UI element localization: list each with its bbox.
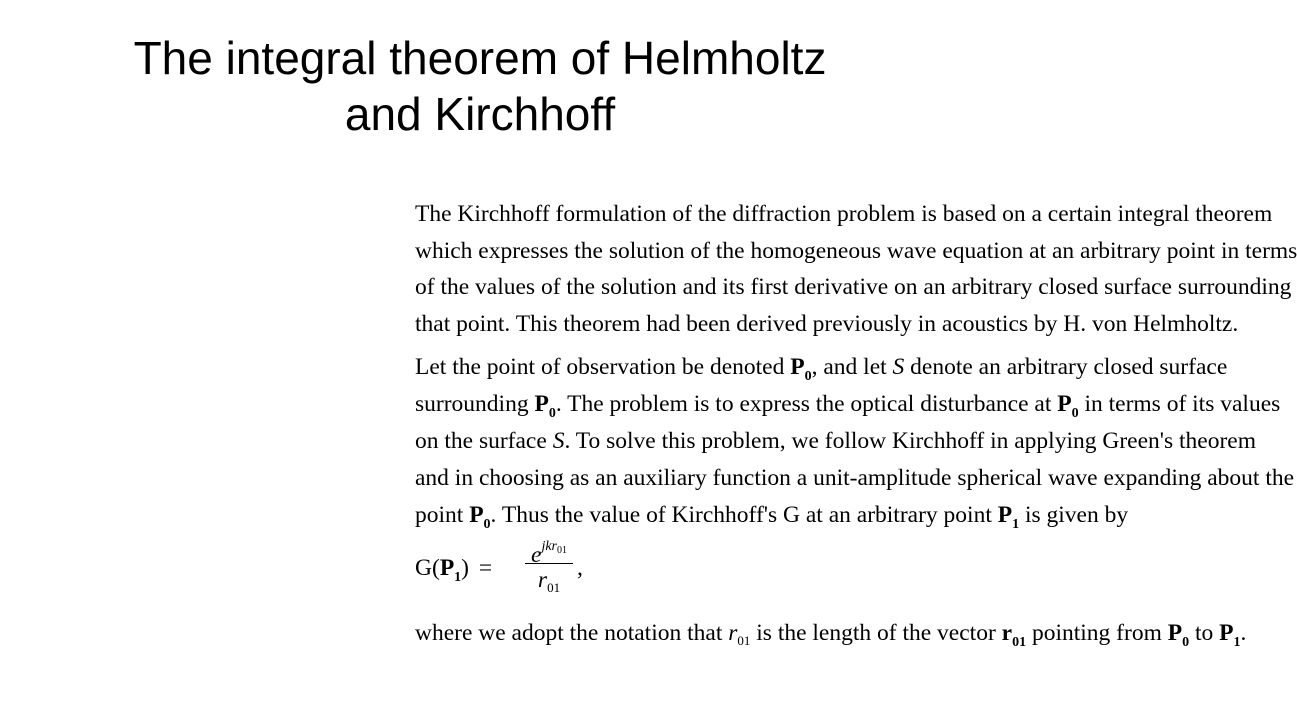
text-line: which expresses the solution of the homogeneous wave equation at an arbitrary point in terms [415, 237, 1297, 264]
page-title [0, 30, 960, 142]
symbol-r-vector [1001, 620, 1027, 650]
subscript: 0 [804, 369, 812, 384]
text-line [415, 389, 1280, 429]
text-line: The Kirchhoff formulation of the diffraction problem is based on a certain integral theorem [415, 201, 1273, 227]
title-line-2: and Kirchhoff [344, 88, 616, 140]
text-span: pointing from [1026, 620, 1168, 646]
text-span: . [1240, 620, 1247, 646]
text-span: in terms of its values [1078, 391, 1281, 417]
symbol-p1: P [439, 555, 455, 581]
subscript: 0 [1071, 406, 1079, 421]
text-line: that point. This theorem had been derived previously in acoustics by H. von Helmholtz. [415, 310, 1239, 337]
symbol-s: S [892, 354, 905, 380]
paragraph-notation [415, 618, 1246, 658]
symbol-p1: P [997, 502, 1013, 528]
text-span: point [415, 502, 470, 528]
equals-sign: = [478, 555, 493, 581]
text-span: . Thus the value of Kirchhoff's G at an arbitrary point [490, 502, 998, 528]
symbol-p0: P [1057, 391, 1072, 417]
text-span: to [1189, 620, 1220, 646]
symbol-p0: P [534, 391, 549, 417]
text-span: . The problem is to express the optical disturbance at [555, 391, 1058, 417]
text-span: surrounding [415, 391, 535, 417]
exponent-jkr: jkr [541, 539, 557, 554]
text-line [415, 352, 1227, 392]
symbol-s: S [552, 428, 565, 454]
equation-comma: , [577, 555, 583, 581]
symbol-p1: P [1219, 620, 1234, 646]
subscript: 1 [454, 570, 462, 585]
subscript: 01 [547, 580, 561, 595]
text-span: and in choosing as an auxiliary function a unit-amplitude spherical wave expanding about the [415, 465, 1295, 491]
symbol-e: e [531, 542, 542, 568]
symbol-r: r [728, 620, 738, 646]
equation-green-function [415, 539, 583, 595]
paragraph-intro [415, 196, 1297, 342]
subscript: 0 [483, 517, 491, 532]
text-span: on the surface [415, 428, 553, 454]
subscript: 01 [737, 633, 751, 648]
symbol-p0: P [1167, 620, 1183, 646]
text-line: of the values of the solution and its first derivative on an arbitrary closed surface surrounding [415, 274, 1292, 300]
text-span: where we adopt the notation that [415, 620, 729, 646]
paren: ( [431, 555, 440, 581]
text-line [415, 500, 1128, 540]
text-line [415, 426, 1256, 456]
paren: ) [461, 555, 469, 581]
text-span: is the length of the vector [750, 620, 1002, 646]
symbol-r-bold: r [1001, 620, 1013, 646]
subscript: 01 [557, 545, 567, 556]
fraction-denominator [525, 566, 573, 594]
text-line [415, 463, 1294, 493]
subscript: 0 [1182, 635, 1190, 650]
title-line-1: The integral theorem of Helmholtz [133, 32, 827, 84]
text-span: is given by [1019, 502, 1129, 528]
text-span: denote an arbitrary closed surface [904, 354, 1228, 380]
symbol-p0: P [790, 354, 805, 380]
text-span: , and let [811, 354, 893, 380]
fraction [525, 533, 573, 594]
text-span: . To solve this problem, we follow Kirchhoff in applying Green's theorem [564, 428, 1257, 454]
symbol-g: G [415, 555, 432, 581]
exponent [541, 539, 567, 554]
symbol-p0: P [469, 502, 484, 528]
subscript: 1 [1012, 517, 1020, 532]
symbol-r: r [537, 567, 548, 593]
subscript: 1 [1233, 635, 1241, 650]
subscript: 0 [548, 406, 556, 421]
text-span: Let the point of observation be denoted [415, 354, 791, 380]
subscript: 01 [1012, 635, 1027, 650]
fraction-numerator [525, 533, 573, 568]
equation-lhs [415, 555, 493, 585]
